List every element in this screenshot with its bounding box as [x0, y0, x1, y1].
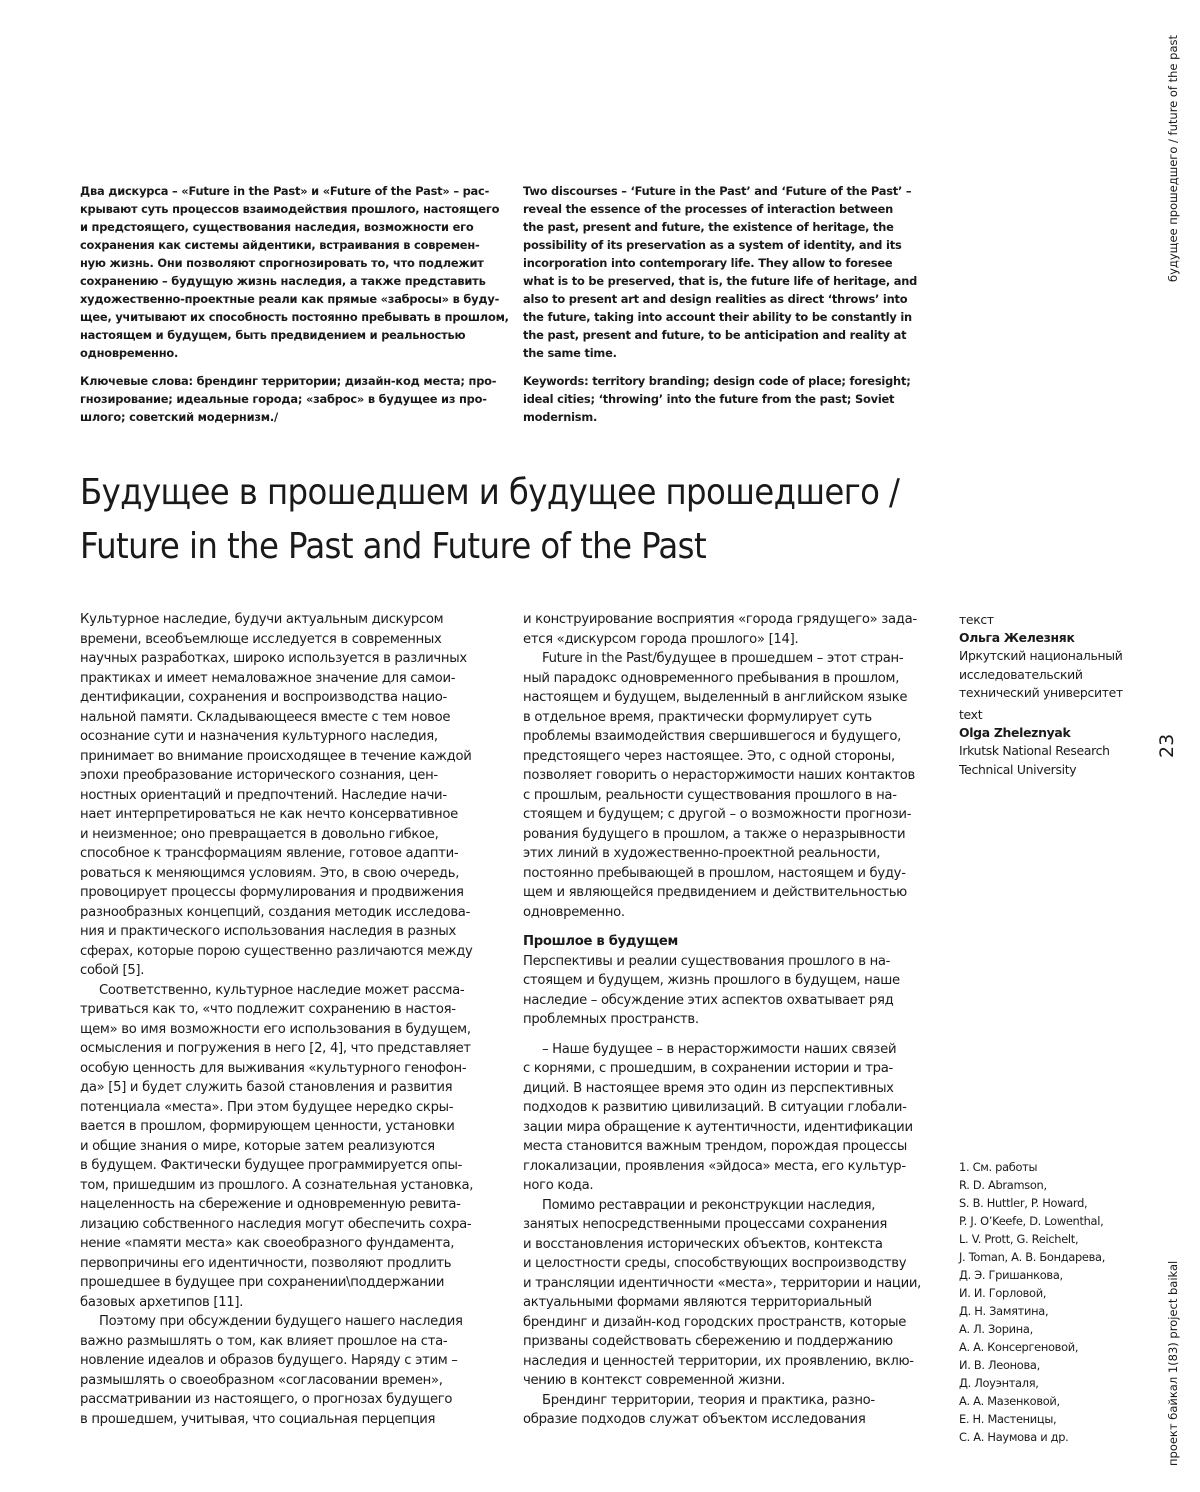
footnote-line: J. Toman, А. В. Бондарева,: [959, 1250, 1106, 1264]
paragraph: Перспективы и реалии существования прошлого в на- стоящем и будущем, жизнь прошлого в будущем, наше наследие – обсуждение этих аспектов охватывает ряд проблемных пространств.: [523, 953, 900, 1027]
running-footer: проект байкал 1(83) project baikal: [1166, 1260, 1180, 1466]
footnote-line: 1. См. работы: [959, 1160, 1038, 1174]
footnote-line: Е. Н. Мастеницы,: [959, 1412, 1057, 1426]
keywords-ru: Ключевые слова: брендинг территории; дизайн-код места; про- гнозирование; идеальные города; «заброс» в будущее из про- шлого; советский модернизм./: [80, 374, 497, 424]
footnote-line: И. В. Леонова,: [959, 1358, 1040, 1372]
footnote-line: И. И. Горловой,: [959, 1286, 1047, 1300]
author-name-ru: Ольга Железняк: [959, 630, 1075, 646]
paragraph: – Наше будущее – в нерасторжимости наших связей с корнями, с прошедшим, в сохранении истории и тра- диций. В настоящее время это один из перспективных подходов к развитию цивилизаций. В ситуации глобали- зации мира обращение к аутентичности, идентификации места становится важным трендом, порождая процессы глокализации, проявления «эйдоса» места, его культур- ного кода.: [523, 1041, 913, 1193]
paragraph: Поэтому при обсуждении будущего нашего наследия важно размышлять о том, как влияет прошлое на ста- новление идеалов и образов будущего. Наряду с этим – размышлять о своеобразном «согласовании времен», рассматривании из настоящего, о прогнозах будущего в прошедшем, учитывая, что социальная перцепция: [80, 1314, 463, 1427]
author-affiliation-ru: Иркутский национальный исследовательский технический университет: [959, 648, 1123, 700]
body-column-2: [523, 610, 943, 1430]
abstract-ru: [80, 182, 510, 436]
footnote-line: P. J. O’Keefe, D. Lowenthal,: [959, 1214, 1104, 1228]
footnote-line: А. Л. Зорина,: [959, 1322, 1033, 1336]
article-title-ru: Будущее в прошедшем и будущее прошедшего /: [80, 472, 900, 513]
abstract-en: [523, 182, 943, 436]
article-title: [80, 466, 1080, 574]
byline-label-ru: текст: [959, 612, 994, 627]
footnote-line: Д. Н. Замятина,: [959, 1304, 1049, 1318]
paragraph: и конструирование восприятия «города грядущего» зада- ется «дискурсом города прошлого» [14].: [523, 612, 917, 647]
section-heading: Прошлое в будущем: [523, 934, 678, 949]
footnote-line: А. А. Мазенковой,: [959, 1394, 1060, 1408]
footnote-line: S. B. Huttler, P. Howard,: [959, 1196, 1088, 1210]
footnote-line: R. D. Abramson,: [959, 1178, 1047, 1192]
paragraph: Помимо реставрации и реконструкции наследия, занятых непосредственными процессами сохранения и восстановления исторических объектов, контекста и целостности среды, способствующих воспроизводству и трансляции идентичности «места», территории и нации, актуальными формами являются территориальный брендинг и дизайн-код городских пространств, которые призваны содействовать сбережению и поддержанию наследия и ценностей территории, их проявлению, вклю- чению в контекст современной жизни.: [523, 1197, 922, 1388]
byline-label-en: text: [959, 707, 983, 723]
footnote-line: С. А. Наумова и др.: [959, 1430, 1069, 1444]
abstract-en-text: Two discourses – ‘Future in the Past’ and ‘Future of the Past’ – reveal the essence of the processes of interaction between the past, present and future, the existence of heritage, the possibility of its preservation as a system of identity, and its incorporation into contemporary life. They allow to foresee what is to be preserved, that is, the future life of heritage, and also to present art and design realities as direct ‘throws’ into the future, taking into account their ability to be constantly in the past, present and future, to be anticipation and reality at the same time.: [523, 184, 918, 360]
footnote-line: Д. Э. Гришанкова,: [959, 1268, 1063, 1282]
body-column-1: [80, 610, 500, 1429]
author-affiliation-en: Irkutsk National Research Technical University: [959, 743, 1110, 777]
byline: [959, 611, 1159, 783]
abstract-ru-text: Два дискурса – «Future in the Past» и «Future of the Past» – рас- крывают суть процессов взаимодействия прошлого, настоящего и предстоящего, существования наследия, возможности его сохранения как системы айдентики, встраивания в современ- ную жизнь. Они позволяют спрогнозировать то, что подлежит сохранению – будущую жизнь наследия, а также представить художественно-проектные реали как прямые «забросы» в буду- щее, учитывают их способность постоянно пребывать в прошлом, настоящем и будущем, быть предвидением и реальностью одновременно.: [80, 184, 509, 360]
footnote: [959, 1158, 1159, 1446]
paragraph: Культурное наследие, будучи актуальным дискурсом времени, всеобъемлюще исследуется в современных научных разработках, широко используется в различных практиках и имеет немаловажное значение для самои- дентификации, сохранения и воспроизводства нацио- нальной памяти. Складывающееся вместе с тем новое осознание сути и назначения культурного наследия, принимает во внимание происходящее в течение каждой эпохи преобразование исторического сознания, цен- ностных ориентаций и предпочтений. Наследие начи- нает интерпретироваться не как нечто консервативное и неизменное; оно превращается в довольно гибкое, способное к трансформациям явление, готовое адапти- роваться к меняющимся условиям. Это, в свою очередь, провоцирует процессы формулирования и продвижения разнообразных концепций, создания методик исследова- ния и практического использования наследия в разных сферах, которые порою существенно различаются между собой [5].: [80, 612, 473, 978]
running-header: будущее прошедшего / future of the past: [1166, 34, 1180, 282]
footnote-line: L. V. Prott, G. Reichelt,: [959, 1232, 1079, 1246]
footnote-line: Д. Лоуэнталя,: [959, 1376, 1039, 1390]
paragraph: Future in the Past/будущее в прошедшем – этот стран- ный парадокс одновременного пребывания в прошлом, настоящем и будущем, выделенный в английском языке в отдельное время, практически формулирует суть проблемы взаимодействия свершившегося и будущего, предстоящего через настоящее. Это, с одной стороны, позволяет говорить о нерасторжимости наших контактов с прошлым, реальности существования прошлого в на- стоящем и будущем; с другой – о возможности прогнози- рования будущего в прошлом, а также о неразрывности этих линий в художественно-проектной реальности, постоянно пребывающей в прошлом, настоящем и буду- щем и являющейся предвидением и действительностью одновременно.: [523, 651, 915, 920]
keywords-en: Keywords: territory branding; design code of place; foresight; ideal cities; ‘throwing’ into the future from the past; Soviet modernism.: [523, 374, 911, 424]
footnote-line: А. А. Консергеновой,: [959, 1340, 1079, 1354]
paragraph: Брендинг территории, теория и практика, разно- образие подходов служат объектом исследования: [523, 1392, 875, 1427]
paragraph: Соответственно, культурное наследие может рассма- триваться как то, «что подлежит сохранению в настоя- щем» во имя возможности его использования в будущем, осмысления и погружения в него [2, 4], что представляет особую ценность для выживания «культурного генофон- да» [5] и будет служить базой становления и развития потенциала «места». При этом будущее нередко скры- вается в прошлом, формирующем ценности, установки и общие знания о мире, которые затем реализуются в будущем. Фактически будущее программируется опы- том, пришедшим из прошлого. А сознательная установка, нацеленность на сбережение и одновременную ревита- лизацию собственного наследия могут обеспечить сохра- нение «памяти места» как своеобразного фундамента, первопричины его идентичности, позволяют продлить прошедшее в будущее при сохранении\поддержании базовых архетипов [11].: [80, 982, 474, 1310]
author-name-en: Olga Zheleznyak: [959, 725, 1071, 741]
article-title-en: Future in the Past and Future of the Past: [80, 526, 707, 567]
page-number: 23: [1156, 733, 1178, 758]
